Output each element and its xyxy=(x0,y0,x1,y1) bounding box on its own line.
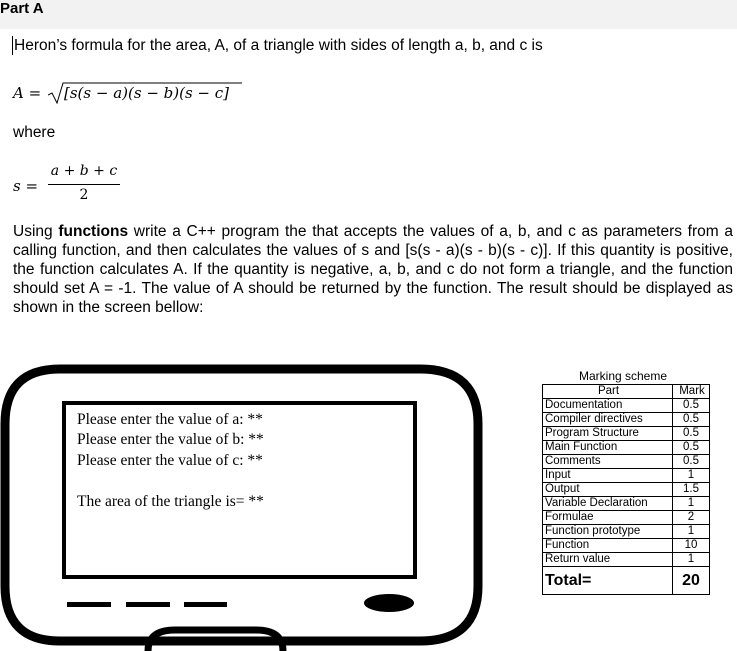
monitor-screen xyxy=(64,403,415,577)
screen-line-b: Please enter the value of b: ** xyxy=(77,431,264,448)
row-part: Return value xyxy=(543,553,673,567)
row-part: Variable Declaration xyxy=(543,497,673,511)
table-row xyxy=(543,483,710,497)
screen-dash xyxy=(67,602,111,607)
table-row xyxy=(543,441,710,455)
fraction-bar xyxy=(48,184,120,185)
task-paragraph xyxy=(13,222,733,317)
task-prefix: Using xyxy=(13,223,59,240)
row-mark: 1 xyxy=(673,525,710,539)
row-mark: 10 xyxy=(673,539,710,553)
row-part: Main Function xyxy=(543,441,673,455)
row-part: Input xyxy=(543,469,673,483)
fraction-numerator: a + b + c xyxy=(50,163,118,179)
row-part: Compiler directives xyxy=(543,413,673,427)
table-total-row xyxy=(543,567,710,595)
table-row xyxy=(543,469,710,483)
row-part: Documentation xyxy=(543,399,673,413)
marking-scheme-table xyxy=(542,384,710,595)
section-header xyxy=(0,0,737,29)
marking-scheme-title: Marking scheme xyxy=(578,369,668,383)
task-bold: functions xyxy=(58,223,129,240)
row-mark: 0.5 xyxy=(673,427,710,441)
row-part: Output xyxy=(543,483,673,497)
task-rest: write a C++ program the that accepts the values of a, b, and c as parameters from a calling function, and then calculates the values of s and [s(s - a)(s - b)(s - c)]. If this quantity is positive, the function calculates A. If the quantity is negative, a, b, and c do not form a triangle, and the function should set A = -1. The value of A should be returned by the function. The result should be displayed as shown in the screen bellow: xyxy=(13,223,734,316)
row-part: Comments xyxy=(543,455,673,469)
screen-line-a: Please enter the value of a: ** xyxy=(77,411,263,428)
row-part: Function xyxy=(543,539,673,553)
table-header-row xyxy=(543,385,710,399)
formula-area-radicand: [s(s − a)(s − b)(s − c] xyxy=(64,84,230,102)
screen-dash xyxy=(184,602,227,607)
formula-area-lhs: A = xyxy=(13,84,42,102)
column-header-mark: Mark xyxy=(673,385,710,399)
formula-s-lhs: s = xyxy=(13,177,39,195)
row-mark: 0.5 xyxy=(673,399,710,413)
table-row xyxy=(543,427,710,441)
table-row xyxy=(543,539,710,553)
row-part: Formulae xyxy=(543,511,673,525)
fraction-denominator: 2 xyxy=(79,187,89,203)
table-row xyxy=(543,399,710,413)
table-row xyxy=(543,525,710,539)
column-header-part: Part xyxy=(543,385,673,399)
table-row xyxy=(543,553,710,567)
screen-dash xyxy=(126,602,170,607)
row-mark: 0.5 xyxy=(673,441,710,455)
row-mark: 2 xyxy=(673,511,710,525)
total-label: Total= xyxy=(543,567,673,595)
row-mark: 1 xyxy=(673,497,710,511)
table-row xyxy=(543,511,710,525)
table-row xyxy=(543,413,710,427)
total-value: 20 xyxy=(673,567,710,595)
screen-line-area: The area of the triangle is= ** xyxy=(77,493,264,510)
row-mark: 0.5 xyxy=(673,455,710,469)
screen-line-c: Please enter the value of c: ** xyxy=(77,452,263,469)
row-mark: 0.5 xyxy=(673,413,710,427)
row-mark: 1 xyxy=(673,469,710,483)
power-button xyxy=(364,594,414,612)
row-mark: 1.5 xyxy=(673,483,710,497)
table-row xyxy=(543,455,710,469)
row-part: Function prototype xyxy=(543,525,673,539)
row-mark: 1 xyxy=(673,553,710,567)
table-row xyxy=(543,497,710,511)
section-title: Part A xyxy=(0,0,44,17)
row-part: Program Structure xyxy=(543,427,673,441)
intro-paragraph: Heron’s formula for the area, A, of a triangle with sides of length a, b, and c is xyxy=(12,36,734,55)
formula-s-fraction xyxy=(48,163,120,203)
where-text: where xyxy=(13,124,56,141)
